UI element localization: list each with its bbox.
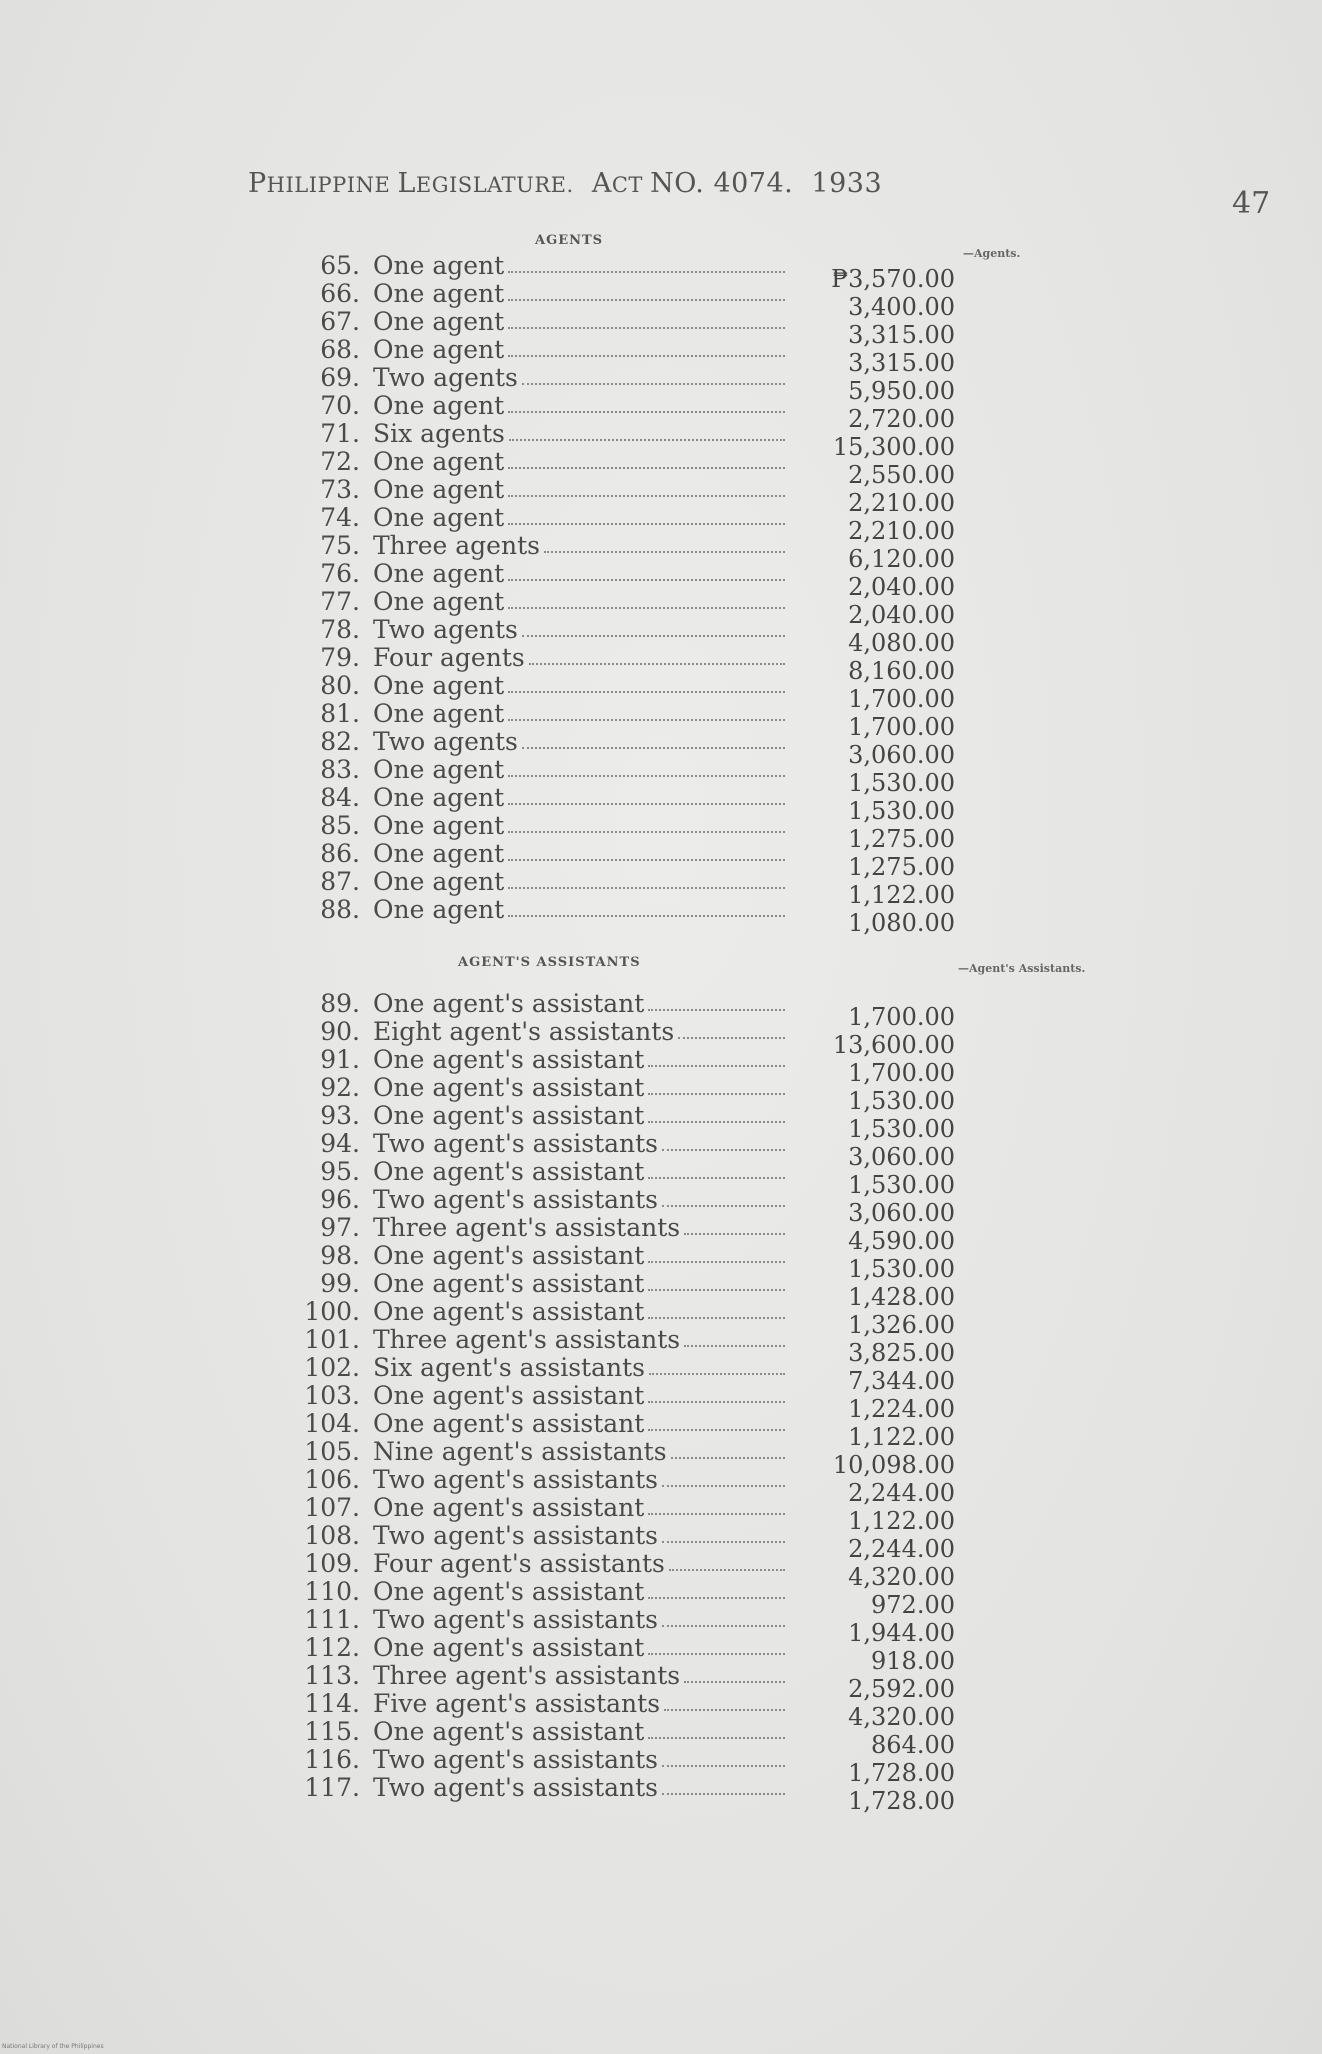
item-number: 72. bbox=[320, 447, 360, 476]
item-number: 112. bbox=[304, 1633, 360, 1662]
dot-leader bbox=[662, 1485, 785, 1487]
list-item bbox=[195, 699, 955, 741]
header-text: O. 4074. bbox=[674, 168, 794, 199]
list-item bbox=[195, 1101, 955, 1143]
dot-leader bbox=[508, 299, 785, 301]
dot-leader bbox=[648, 1513, 785, 1515]
item-amount: 1,275.00 bbox=[848, 853, 955, 881]
dot-leader bbox=[662, 1765, 785, 1767]
item-amount: 1,428.00 bbox=[848, 1283, 955, 1311]
item-number: 107. bbox=[304, 1493, 360, 1522]
dot-leader bbox=[522, 635, 785, 637]
item-number: 95. bbox=[320, 1157, 360, 1186]
header-text: L bbox=[397, 168, 416, 199]
dot-leader bbox=[678, 1037, 785, 1039]
item-amount: 3,315.00 bbox=[848, 349, 955, 377]
item-number: 73. bbox=[320, 475, 360, 504]
header-text: N bbox=[650, 168, 675, 199]
item-number: 90. bbox=[320, 1017, 360, 1046]
item-amount: 1,080.00 bbox=[848, 909, 955, 937]
dot-leader bbox=[648, 1737, 785, 1739]
dot-leader bbox=[508, 831, 785, 833]
dot-leader bbox=[662, 1149, 785, 1151]
item-number: 66. bbox=[320, 279, 360, 308]
page-number: 47 bbox=[1232, 186, 1271, 221]
item-amount: 6,120.00 bbox=[848, 545, 955, 573]
list-item bbox=[195, 1773, 955, 1815]
item-description: One agent bbox=[373, 559, 505, 588]
list-item bbox=[195, 989, 955, 1031]
item-amount: 4,080.00 bbox=[848, 629, 955, 657]
header-text: EGISLATURE. bbox=[415, 173, 574, 197]
item-amount: 2,550.00 bbox=[848, 461, 955, 489]
item-amount: 7,344.00 bbox=[848, 1367, 955, 1395]
item-amount: 2,592.00 bbox=[848, 1675, 955, 1703]
item-description: Three agent's assistants bbox=[373, 1325, 681, 1354]
item-description: One agent bbox=[373, 867, 505, 896]
item-amount: 2,244.00 bbox=[848, 1535, 955, 1563]
item-number: 89. bbox=[320, 989, 360, 1018]
item-amount: 1,700.00 bbox=[848, 685, 955, 713]
item-number: 94. bbox=[320, 1129, 360, 1158]
item-amount: 2,040.00 bbox=[848, 601, 955, 629]
dot-leader bbox=[508, 495, 785, 497]
item-description: One agent bbox=[373, 839, 505, 868]
item-description: Two agent's assistants bbox=[373, 1465, 658, 1494]
item-description: One agent's assistant bbox=[373, 1409, 645, 1438]
dot-leader bbox=[648, 1653, 785, 1655]
item-description: One agent's assistant bbox=[373, 1073, 645, 1102]
item-description: One agent's assistant bbox=[373, 1101, 645, 1130]
list-item bbox=[195, 783, 955, 825]
item-amount: 3,060.00 bbox=[848, 1199, 955, 1227]
dot-leader bbox=[648, 1597, 785, 1599]
item-description: One agent bbox=[373, 503, 505, 532]
dot-leader bbox=[648, 1121, 785, 1123]
item-amount: 13,600.00 bbox=[832, 1031, 955, 1059]
item-number: 87. bbox=[320, 867, 360, 896]
item-amount: 15,300.00 bbox=[832, 433, 955, 461]
item-description: One agent bbox=[373, 783, 505, 812]
dot-leader bbox=[508, 691, 785, 693]
item-amount: 1,700.00 bbox=[848, 1003, 955, 1031]
item-number: 103. bbox=[304, 1381, 360, 1410]
item-number: 102. bbox=[304, 1353, 360, 1382]
item-number: 71. bbox=[320, 419, 360, 448]
item-amount: 1,728.00 bbox=[848, 1759, 955, 1787]
item-amount: 1,700.00 bbox=[848, 713, 955, 741]
dot-leader bbox=[649, 1373, 785, 1375]
item-description: One agent bbox=[373, 447, 505, 476]
item-description: One agent's assistant bbox=[373, 1577, 645, 1606]
item-description: One agent bbox=[373, 587, 505, 616]
item-description: Six agent's assistants bbox=[373, 1353, 645, 1382]
item-amount: 1,275.00 bbox=[848, 825, 955, 853]
item-number: 108. bbox=[304, 1521, 360, 1550]
dot-leader bbox=[508, 411, 785, 413]
item-description: Two agent's assistants bbox=[373, 1605, 658, 1634]
item-number: 65. bbox=[320, 251, 360, 280]
item-amount: 1,530.00 bbox=[848, 1115, 955, 1143]
item-amount: 4,320.00 bbox=[848, 1563, 955, 1591]
item-amount: 1,530.00 bbox=[848, 1255, 955, 1283]
item-description: Three agent's assistants bbox=[373, 1213, 681, 1242]
item-description: One agent's assistant bbox=[373, 1493, 645, 1522]
footer-note: National Library of the Philippines bbox=[2, 2043, 104, 2050]
item-number: 82. bbox=[320, 727, 360, 756]
item-amount: 972.00 bbox=[871, 1591, 955, 1619]
item-description: Two agent's assistants bbox=[373, 1773, 658, 1802]
item-description: Four agents bbox=[373, 643, 525, 672]
item-number: 75. bbox=[320, 531, 360, 560]
dot-leader bbox=[508, 355, 785, 357]
item-description: One agent bbox=[373, 671, 505, 700]
item-number: 74. bbox=[320, 503, 360, 532]
item-description: One agent's assistant bbox=[373, 989, 645, 1018]
item-amount: 3,060.00 bbox=[848, 741, 955, 769]
dot-leader bbox=[648, 1401, 785, 1403]
list-item bbox=[195, 251, 955, 293]
item-description: Two agent's assistants bbox=[373, 1521, 658, 1550]
dot-leader bbox=[508, 271, 785, 273]
item-amount: 1,122.00 bbox=[848, 881, 955, 909]
dot-leader bbox=[648, 1317, 785, 1319]
item-amount: 1,530.00 bbox=[848, 1171, 955, 1199]
header-text: A bbox=[591, 168, 612, 199]
item-amount: 4,320.00 bbox=[848, 1703, 955, 1731]
item-amount: 1,530.00 bbox=[848, 797, 955, 825]
item-number: 80. bbox=[320, 671, 360, 700]
dot-leader bbox=[662, 1793, 785, 1795]
margin-note-assistants: —Agent's Assistants. bbox=[958, 962, 1086, 975]
item-amount: 1,122.00 bbox=[848, 1507, 955, 1535]
item-number: 92. bbox=[320, 1073, 360, 1102]
list-item bbox=[195, 839, 955, 881]
item-number: 68. bbox=[320, 335, 360, 364]
dot-leader bbox=[662, 1625, 785, 1627]
item-number: 70. bbox=[320, 391, 360, 420]
dot-leader bbox=[508, 775, 785, 777]
dot-leader bbox=[684, 1233, 785, 1235]
item-description: One agent bbox=[373, 475, 505, 504]
item-number: 109. bbox=[304, 1549, 360, 1578]
item-number: 110. bbox=[304, 1577, 360, 1606]
item-amount: 2,210.00 bbox=[848, 517, 955, 545]
dot-leader bbox=[508, 803, 785, 805]
dot-leader bbox=[508, 579, 785, 581]
dot-leader bbox=[648, 1065, 785, 1067]
dot-leader bbox=[508, 915, 785, 917]
item-description: One agent's assistant bbox=[373, 1297, 645, 1326]
item-number: 113. bbox=[304, 1661, 360, 1690]
item-amount: 1,122.00 bbox=[848, 1423, 955, 1451]
dot-leader bbox=[671, 1457, 785, 1459]
item-number: 116. bbox=[304, 1745, 360, 1774]
item-amount: 1,224.00 bbox=[848, 1395, 955, 1423]
item-number: 101. bbox=[304, 1325, 360, 1354]
item-description: One agent bbox=[373, 755, 505, 784]
item-amount: 2,720.00 bbox=[848, 405, 955, 433]
item-description: One agent's assistant bbox=[373, 1157, 645, 1186]
dot-leader bbox=[544, 551, 785, 553]
dot-leader bbox=[662, 1205, 785, 1207]
dot-leader bbox=[684, 1345, 785, 1347]
item-description: Two agent's assistants bbox=[373, 1129, 658, 1158]
item-number: 111. bbox=[304, 1605, 360, 1634]
item-number: 83. bbox=[320, 755, 360, 784]
list-item bbox=[195, 503, 955, 545]
item-description: Two agents bbox=[373, 727, 518, 756]
dot-leader bbox=[664, 1709, 785, 1711]
item-amount: 5,950.00 bbox=[848, 377, 955, 405]
item-number: 98. bbox=[320, 1241, 360, 1270]
dot-leader bbox=[508, 607, 785, 609]
header-year: 1933 bbox=[811, 168, 883, 199]
dot-leader bbox=[508, 887, 785, 889]
dot-leader bbox=[662, 1541, 785, 1543]
item-description: Two agent's assistants bbox=[373, 1185, 658, 1214]
dot-leader bbox=[508, 327, 785, 329]
dot-leader bbox=[529, 663, 785, 665]
item-description: One agent bbox=[373, 251, 505, 280]
item-number: 105. bbox=[304, 1437, 360, 1466]
item-description: One agent's assistant bbox=[373, 1381, 645, 1410]
item-amount: 2,210.00 bbox=[848, 489, 955, 517]
header-text: P bbox=[248, 168, 267, 199]
item-number: 76. bbox=[320, 559, 360, 588]
item-number: 96. bbox=[320, 1185, 360, 1214]
item-number: 106. bbox=[304, 1465, 360, 1494]
item-description: Two agents bbox=[373, 363, 518, 392]
item-number: 91. bbox=[320, 1045, 360, 1074]
item-description: One agent bbox=[373, 699, 505, 728]
item-description: Two agents bbox=[373, 615, 518, 644]
item-description: One agent bbox=[373, 895, 505, 924]
dot-leader bbox=[522, 747, 785, 749]
dot-leader bbox=[522, 383, 785, 385]
dot-leader bbox=[508, 859, 785, 861]
section-heading-assistants: AGENT'S ASSISTANTS bbox=[458, 955, 641, 970]
item-amount: 4,590.00 bbox=[848, 1227, 955, 1255]
dot-leader bbox=[508, 467, 785, 469]
dot-leader bbox=[648, 1289, 785, 1291]
item-description: One agent bbox=[373, 279, 505, 308]
item-number: 78. bbox=[320, 615, 360, 644]
item-number: 69. bbox=[320, 363, 360, 392]
item-number: 114. bbox=[304, 1689, 360, 1718]
item-description: One agent's assistant bbox=[373, 1045, 645, 1074]
dot-leader bbox=[648, 1429, 785, 1431]
item-number: 93. bbox=[320, 1101, 360, 1130]
item-description: Nine agent's assistants bbox=[373, 1437, 667, 1466]
item-amount: 2,244.00 bbox=[848, 1479, 955, 1507]
item-amount: 8,160.00 bbox=[848, 657, 955, 685]
dot-leader bbox=[684, 1681, 785, 1683]
item-number: 86. bbox=[320, 839, 360, 868]
item-amount: 3,060.00 bbox=[848, 1143, 955, 1171]
header-text: HILIPPINE bbox=[266, 173, 398, 197]
item-number: 99. bbox=[320, 1269, 360, 1298]
item-amount: 1,326.00 bbox=[848, 1311, 955, 1339]
section-heading-agents: AGENTS bbox=[535, 233, 604, 248]
item-amount: 1,530.00 bbox=[848, 1087, 955, 1115]
dot-leader bbox=[648, 1261, 785, 1263]
item-number: 81. bbox=[320, 699, 360, 728]
item-description: Six agents bbox=[373, 419, 505, 448]
item-number: 117. bbox=[304, 1773, 360, 1802]
item-number: 88. bbox=[320, 895, 360, 924]
item-description: Five agent's assistants bbox=[373, 1689, 661, 1718]
dot-leader bbox=[509, 439, 785, 441]
agents-list bbox=[195, 251, 955, 937]
item-description: One agent's assistant bbox=[373, 1717, 645, 1746]
item-number: 115. bbox=[304, 1717, 360, 1746]
item-amount: 1,728.00 bbox=[848, 1787, 955, 1815]
item-amount: 10,098.00 bbox=[832, 1451, 955, 1479]
item-amount: ₱3,570.00 bbox=[831, 265, 955, 293]
item-number: 84. bbox=[320, 783, 360, 812]
list-item bbox=[195, 335, 955, 377]
item-description: One agent bbox=[373, 335, 505, 364]
dot-leader bbox=[648, 1093, 785, 1095]
list-item bbox=[195, 587, 955, 629]
item-amount: 3,825.00 bbox=[848, 1339, 955, 1367]
item-description: One agent's assistant bbox=[373, 1269, 645, 1298]
item-amount: 1,944.00 bbox=[848, 1619, 955, 1647]
header-text: CT bbox=[611, 173, 651, 197]
dot-leader bbox=[648, 1177, 785, 1179]
item-description: Eight agent's assistants bbox=[373, 1017, 675, 1046]
item-amount: 864.00 bbox=[871, 1731, 955, 1759]
item-description: Three agents bbox=[373, 531, 540, 560]
item-amount: 918.00 bbox=[871, 1647, 955, 1675]
item-number: 67. bbox=[320, 307, 360, 336]
item-amount: 1,700.00 bbox=[848, 1059, 955, 1087]
margin-note-agents: —Agents. bbox=[963, 247, 1021, 260]
item-amount: 3,400.00 bbox=[848, 293, 955, 321]
item-description: One agent bbox=[373, 307, 505, 336]
dot-leader bbox=[508, 719, 785, 721]
assistants-list bbox=[195, 989, 955, 1815]
item-description: One agent's assistant bbox=[373, 1633, 645, 1662]
item-description: Four agent's assistants bbox=[373, 1549, 665, 1578]
item-amount: 1,530.00 bbox=[848, 769, 955, 797]
item-number: 100. bbox=[304, 1297, 360, 1326]
item-amount: 3,315.00 bbox=[848, 321, 955, 349]
running-header bbox=[248, 168, 882, 199]
item-number: 85. bbox=[320, 811, 360, 840]
item-number: 97. bbox=[320, 1213, 360, 1242]
item-number: 104. bbox=[304, 1409, 360, 1438]
item-description: One agent bbox=[373, 391, 505, 420]
item-number: 77. bbox=[320, 587, 360, 616]
item-description: One agent bbox=[373, 811, 505, 840]
item-amount: 2,040.00 bbox=[848, 573, 955, 601]
item-number: 79. bbox=[320, 643, 360, 672]
dot-leader bbox=[669, 1569, 785, 1571]
dot-leader bbox=[508, 523, 785, 525]
dot-leader bbox=[648, 1009, 785, 1011]
item-description: One agent's assistant bbox=[373, 1241, 645, 1270]
item-description: Two agent's assistants bbox=[373, 1745, 658, 1774]
item-description: Three agent's assistants bbox=[373, 1661, 681, 1690]
